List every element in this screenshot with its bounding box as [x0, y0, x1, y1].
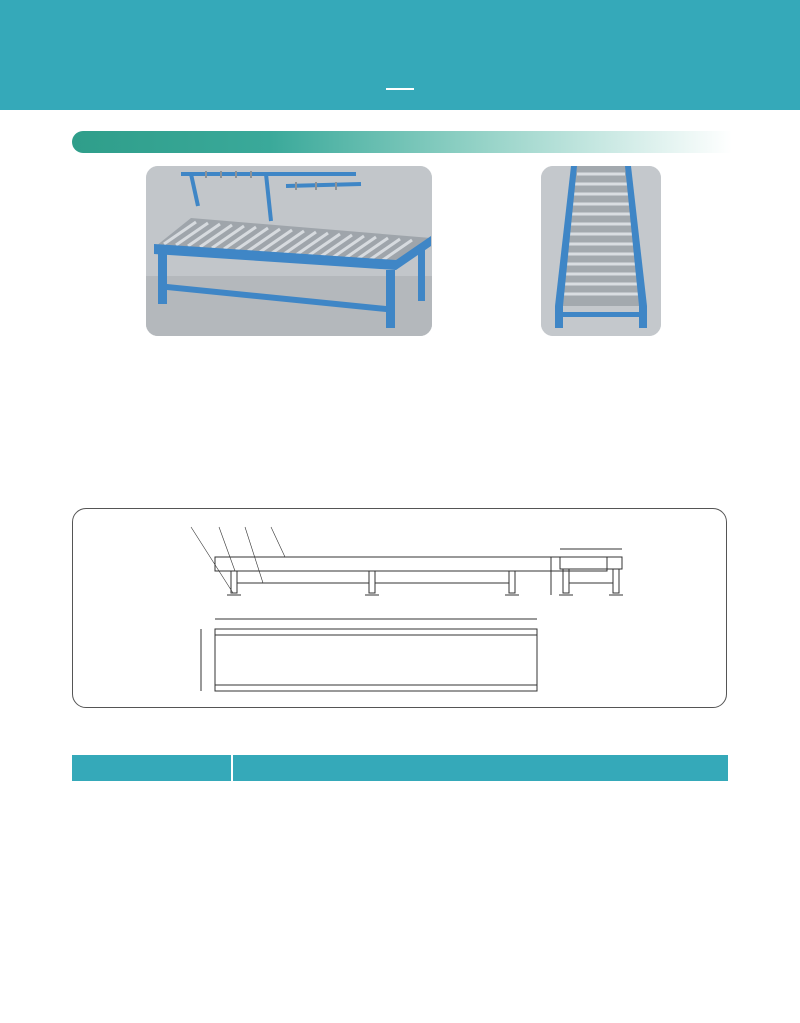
spec-header-key — [72, 755, 232, 781]
spec-header-value — [232, 755, 728, 781]
spec-header-row — [72, 755, 728, 781]
spec-table — [72, 755, 728, 782]
technical-drawing — [72, 508, 727, 708]
header-divider — [386, 88, 414, 90]
page-header — [0, 0, 800, 110]
section-title-bar — [72, 131, 732, 153]
product-photo-side — [541, 166, 661, 336]
product-photo-main — [146, 166, 432, 336]
